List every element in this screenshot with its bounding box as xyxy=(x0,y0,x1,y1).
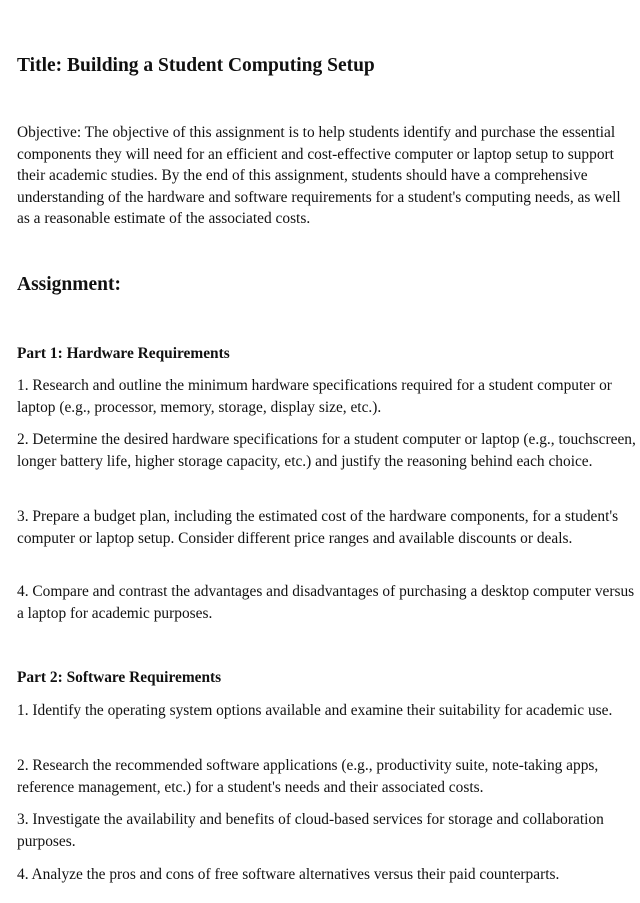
part1-item-3: 3. Prepare a budget plan, including the estimated cost of the hardware components, for a student's computer or laptop setup. Consider different price ranges and available discounts or deals. xyxy=(17,508,619,547)
part2-item-3: 3. Investigate the availability and benefits of cloud-based services for storage and collaboration purposes. xyxy=(17,811,604,850)
part2-item-2: 2. Research the recommended software applications (e.g., productivity suite, note-taking apps, reference management, etc.) for a student's needs and their associated costs. xyxy=(17,757,599,796)
part2-heading: Part 2: Software Requirements xyxy=(17,669,222,686)
part1-item-4: 4. Compare and contrast the advantages and disadvantages of purchasing a desktop computer versus a laptop for academic purposes. xyxy=(17,583,635,622)
part2-item-1: 1. Identify the operating system options available and examine their suitability for academic use. xyxy=(17,702,613,719)
assignment-heading: Assignment: xyxy=(17,274,122,295)
objective-paragraph: Objective: The objective of this assignment is to help students identify and purchase the essential components they will need for an efficient and cost-effective computer or laptop setup to support their academic studies. By the end of this assignment, students should have a comprehensive understanding of the hardware and software requirements for a student's computing needs, as well as a reasonable estimate of the associated costs. xyxy=(17,124,621,227)
part2-item-4: 4. Analyze the pros and cons of free software alternatives versus their paid counterparts. xyxy=(17,866,560,883)
part1-item-2: 2. Determine the desired hardware specifications for a student computer or laptop (e.g., touchscreen, longer battery life, higher storage capacity, etc.) and justify the reasoning behind each choice. xyxy=(17,431,636,470)
part1-item-1: 1. Research and outline the minimum hardware specifications required for a student computer or laptop (e.g., processor, memory, storage, display size, etc.). xyxy=(17,377,612,416)
part1-heading: Part 1: Hardware Requirements xyxy=(17,345,230,362)
document-title: Title: Building a Student Computing Setup xyxy=(17,55,375,76)
